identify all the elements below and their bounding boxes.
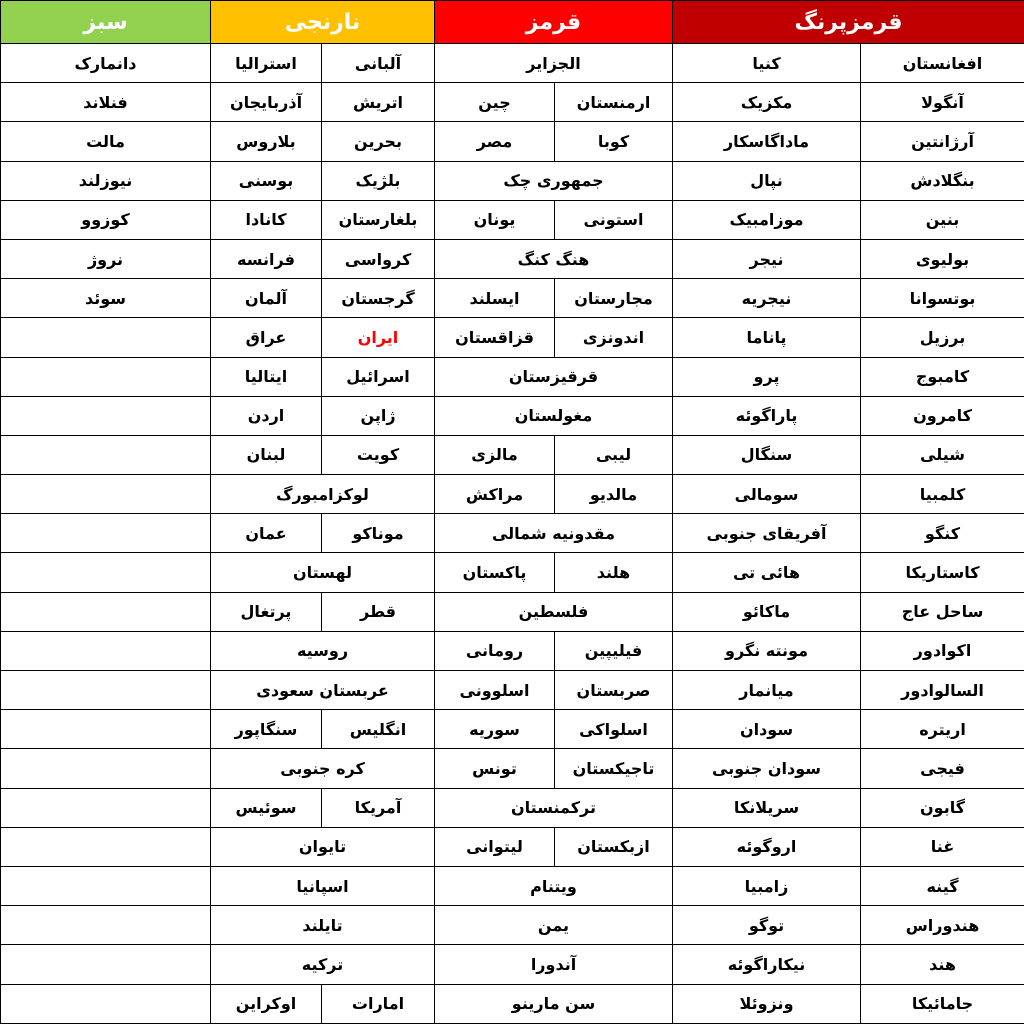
red-country-cell: هلند <box>555 553 673 592</box>
orange-country-cell: آمریکا <box>322 788 435 827</box>
red-country-cell: ایسلند <box>435 279 555 318</box>
header-red: قرمز <box>435 1 673 44</box>
crimson-country-cell: السالوادور <box>861 671 1024 710</box>
crimson-country-cell: هند <box>861 945 1024 984</box>
green-country-cell: نیوزلند <box>1 161 211 200</box>
red-country-cell: تونس <box>435 749 555 788</box>
orange-country-cell: عربستان سعودی <box>211 671 435 710</box>
orange-country-cell: کویت <box>322 435 435 474</box>
crimson-country-cell: بنگلادش <box>861 161 1024 200</box>
orange-country-cell: آلبانی <box>322 44 435 83</box>
crimson-country-cell: ساحل عاج <box>861 592 1024 631</box>
crimson-country-cell: آنگولا <box>861 83 1024 122</box>
red-country-cell: ارمنستان <box>555 83 673 122</box>
red-country-cell: الجزایر <box>435 44 673 83</box>
table-row <box>1 553 1024 592</box>
table-row <box>1 44 1024 83</box>
red-country-cell: قرقیزستان <box>435 357 673 396</box>
green-country-cell: کوزوو <box>1 200 211 239</box>
crimson-country-cell: آفریقای جنوبی <box>673 514 861 553</box>
crimson-country-cell: گابون <box>861 788 1024 827</box>
green-country-cell: دانمارک <box>1 44 211 83</box>
orange-country-cell: اسپانیا <box>211 866 435 905</box>
table-row <box>1 279 1024 318</box>
red-country-cell: استونی <box>555 200 673 239</box>
crimson-country-cell: کلمبیا <box>861 475 1024 514</box>
crimson-country-cell: زامبیا <box>673 866 861 905</box>
crimson-country-cell: سنگال <box>673 435 861 474</box>
red-country-cell: اندونزی <box>555 318 673 357</box>
orange-country-cell: بلغارستان <box>322 200 435 239</box>
green-country-cell <box>1 710 211 749</box>
red-country-cell: مالدیو <box>555 475 673 514</box>
crimson-country-cell: مکزیک <box>673 83 861 122</box>
crimson-country-cell: اروگوئه <box>673 827 861 866</box>
red-country-cell: لیبی <box>555 435 673 474</box>
green-country-cell <box>1 866 211 905</box>
crimson-country-cell: غنا <box>861 827 1024 866</box>
red-country-cell: تاجیکستان <box>555 749 673 788</box>
crimson-country-cell: سریلانکا <box>673 788 861 827</box>
table-header <box>1 1 1024 44</box>
red-country-cell: یونان <box>435 200 555 239</box>
table-row <box>1 945 1024 984</box>
orange-country-cell: سوئیس <box>211 788 322 827</box>
orange-country-cell: کره جنوبی <box>211 749 435 788</box>
table-row <box>1 318 1024 357</box>
orange-country-cell: کانادا <box>211 200 322 239</box>
table-row <box>1 122 1024 161</box>
table-row <box>1 827 1024 866</box>
red-country-cell: آندورا <box>435 945 673 984</box>
crimson-country-cell: پاراگوئه <box>673 396 861 435</box>
crimson-country-cell: ماکائو <box>673 592 861 631</box>
orange-country-cell: تایلند <box>211 906 435 945</box>
crimson-country-cell: برزیل <box>861 318 1024 357</box>
green-country-cell <box>1 553 211 592</box>
orange-country-cell: عراق <box>211 318 322 357</box>
red-country-cell: چین <box>435 83 555 122</box>
red-country-cell: سوریه <box>435 710 555 749</box>
red-country-cell: مقدونیه شمالی <box>435 514 673 553</box>
orange-country-cell: سنگاپور <box>211 710 322 749</box>
orange-country-cell: بلاروس <box>211 122 322 161</box>
crimson-country-cell: ونزوئلا <box>673 984 861 1024</box>
red-country-cell: ویتنام <box>435 866 673 905</box>
orange-country-cell: روسیه <box>211 631 435 670</box>
orange-country-cell: استرالیا <box>211 44 322 83</box>
header-orange: نارنجی <box>211 1 435 44</box>
crimson-country-cell: هندوراس <box>861 906 1024 945</box>
red-country-cell: لیتوانی <box>435 827 555 866</box>
orange-country-cell: بوسنی <box>211 161 322 200</box>
red-country-cell: رومانی <box>435 631 555 670</box>
green-country-cell <box>1 945 211 984</box>
table-row <box>1 396 1024 435</box>
table-row <box>1 710 1024 749</box>
red-country-cell: مجارستان <box>555 279 673 318</box>
crimson-country-cell: کامرون <box>861 396 1024 435</box>
crimson-country-cell: کامبوج <box>861 357 1024 396</box>
green-country-cell <box>1 788 211 827</box>
table-row <box>1 161 1024 200</box>
table-row <box>1 200 1024 239</box>
crimson-country-cell: سودان جنوبی <box>673 749 861 788</box>
table-row <box>1 592 1024 631</box>
green-country-cell <box>1 984 211 1024</box>
crimson-country-cell: کنیا <box>673 44 861 83</box>
table-row <box>1 239 1024 278</box>
crimson-country-cell: افغانستان <box>861 44 1024 83</box>
red-country-cell: مالزی <box>435 435 555 474</box>
crimson-country-cell: سودان <box>673 710 861 749</box>
green-country-cell <box>1 749 211 788</box>
green-country-cell <box>1 318 211 357</box>
crimson-country-cell: ماداگاسکار <box>673 122 861 161</box>
crimson-country-cell: نیجریه <box>673 279 861 318</box>
red-country-cell: مصر <box>435 122 555 161</box>
green-country-cell <box>1 906 211 945</box>
green-country-cell <box>1 671 211 710</box>
red-country-cell: یمن <box>435 906 673 945</box>
red-country-cell: پاکستان <box>435 553 555 592</box>
crimson-country-cell: بولیوی <box>861 239 1024 278</box>
red-country-cell: مغولستان <box>435 396 673 435</box>
green-country-cell <box>1 435 211 474</box>
header-green: سبز <box>1 1 211 44</box>
table-row <box>1 984 1024 1024</box>
crimson-country-cell: سومالی <box>673 475 861 514</box>
red-country-cell: اسلوونی <box>435 671 555 710</box>
red-country-cell: فلسطین <box>435 592 673 631</box>
orange-country-cell: پرتغال <box>211 592 322 631</box>
table-row <box>1 866 1024 905</box>
crimson-country-cell: آرژانتین <box>861 122 1024 161</box>
crimson-country-cell: نپال <box>673 161 861 200</box>
table-row <box>1 357 1024 396</box>
orange-country-cell: لوکزامبورگ <box>211 475 435 514</box>
orange-country-cell: لبنان <box>211 435 322 474</box>
green-country-cell <box>1 827 211 866</box>
crimson-country-cell: بوتسوانا <box>861 279 1024 318</box>
orange-country-cell: کرواسی <box>322 239 435 278</box>
table-row <box>1 631 1024 670</box>
orange-country-cell: اوکراین <box>211 984 322 1024</box>
red-country-cell: فیلیپین <box>555 631 673 670</box>
orange-country-cell: ایران <box>322 318 435 357</box>
green-country-cell <box>1 592 211 631</box>
orange-country-cell: آلمان <box>211 279 322 318</box>
table-row <box>1 475 1024 514</box>
crimson-country-cell: هائی تی <box>673 553 861 592</box>
orange-country-cell: بلژیک <box>322 161 435 200</box>
red-country-cell: اسلواکی <box>555 710 673 749</box>
orange-country-cell: لهستان <box>211 553 435 592</box>
table-body <box>1 44 1024 1024</box>
table-row <box>1 671 1024 710</box>
orange-country-cell: اتریش <box>322 83 435 122</box>
crimson-country-cell: پرو <box>673 357 861 396</box>
table-row <box>1 83 1024 122</box>
green-country-cell <box>1 475 211 514</box>
green-country-cell: سوئد <box>1 279 211 318</box>
green-country-cell: فنلاند <box>1 83 211 122</box>
orange-country-cell: ایتالیا <box>211 357 322 396</box>
orange-country-cell: فرانسه <box>211 239 322 278</box>
orange-country-cell: ترکیه <box>211 945 435 984</box>
crimson-country-cell: جامائیکا <box>861 984 1024 1024</box>
orange-country-cell: اردن <box>211 396 322 435</box>
crimson-country-cell: پاناما <box>673 318 861 357</box>
orange-country-cell: بحرین <box>322 122 435 161</box>
crimson-country-cell: موزامبیک <box>673 200 861 239</box>
green-country-cell <box>1 396 211 435</box>
orange-country-cell: گرجستان <box>322 279 435 318</box>
green-country-cell: مالت <box>1 122 211 161</box>
crimson-country-cell: گینه <box>861 866 1024 905</box>
red-country-cell: صربستان <box>555 671 673 710</box>
red-country-cell: قزاقستان <box>435 318 555 357</box>
orange-country-cell: عمان <box>211 514 322 553</box>
crimson-country-cell: کاستاریکا <box>861 553 1024 592</box>
crimson-country-cell: مونته نگرو <box>673 631 861 670</box>
crimson-country-cell: میانمار <box>673 671 861 710</box>
orange-country-cell: موناکو <box>322 514 435 553</box>
orange-country-cell: قطر <box>322 592 435 631</box>
crimson-country-cell: نیکاراگوئه <box>673 945 861 984</box>
crimson-country-cell: کنگو <box>861 514 1024 553</box>
red-country-cell: جمهوری چک <box>435 161 673 200</box>
orange-country-cell: تایوان <box>211 827 435 866</box>
orange-country-cell: امارات <box>322 984 435 1024</box>
orange-country-cell: اسرائیل <box>322 357 435 396</box>
red-country-cell: مراکش <box>435 475 555 514</box>
crimson-country-cell: اریتره <box>861 710 1024 749</box>
crimson-country-cell: شیلی <box>861 435 1024 474</box>
red-country-cell: ترکمنستان <box>435 788 673 827</box>
table-row <box>1 749 1024 788</box>
green-country-cell <box>1 514 211 553</box>
crimson-country-cell: فیجی <box>861 749 1024 788</box>
crimson-country-cell: نیجر <box>673 239 861 278</box>
header-crimson: قرمزپرنگ <box>673 1 1024 44</box>
crimson-country-cell: توگو <box>673 906 861 945</box>
orange-country-cell: آذربایجان <box>211 83 322 122</box>
orange-country-cell: ژاپن <box>322 396 435 435</box>
table-row <box>1 788 1024 827</box>
table-row <box>1 435 1024 474</box>
red-country-cell: هنگ کنگ <box>435 239 673 278</box>
header-row <box>1 1 1024 44</box>
crimson-country-cell: بنین <box>861 200 1024 239</box>
crimson-country-cell: اکوادور <box>861 631 1024 670</box>
red-country-cell: کوبا <box>555 122 673 161</box>
green-country-cell <box>1 631 211 670</box>
table-row <box>1 906 1024 945</box>
green-country-cell <box>1 357 211 396</box>
table-row <box>1 514 1024 553</box>
red-country-cell: سن مارینو <box>435 984 673 1024</box>
orange-country-cell: انگلیس <box>322 710 435 749</box>
red-country-cell: ازبکستان <box>555 827 673 866</box>
green-country-cell: نروژ <box>1 239 211 278</box>
